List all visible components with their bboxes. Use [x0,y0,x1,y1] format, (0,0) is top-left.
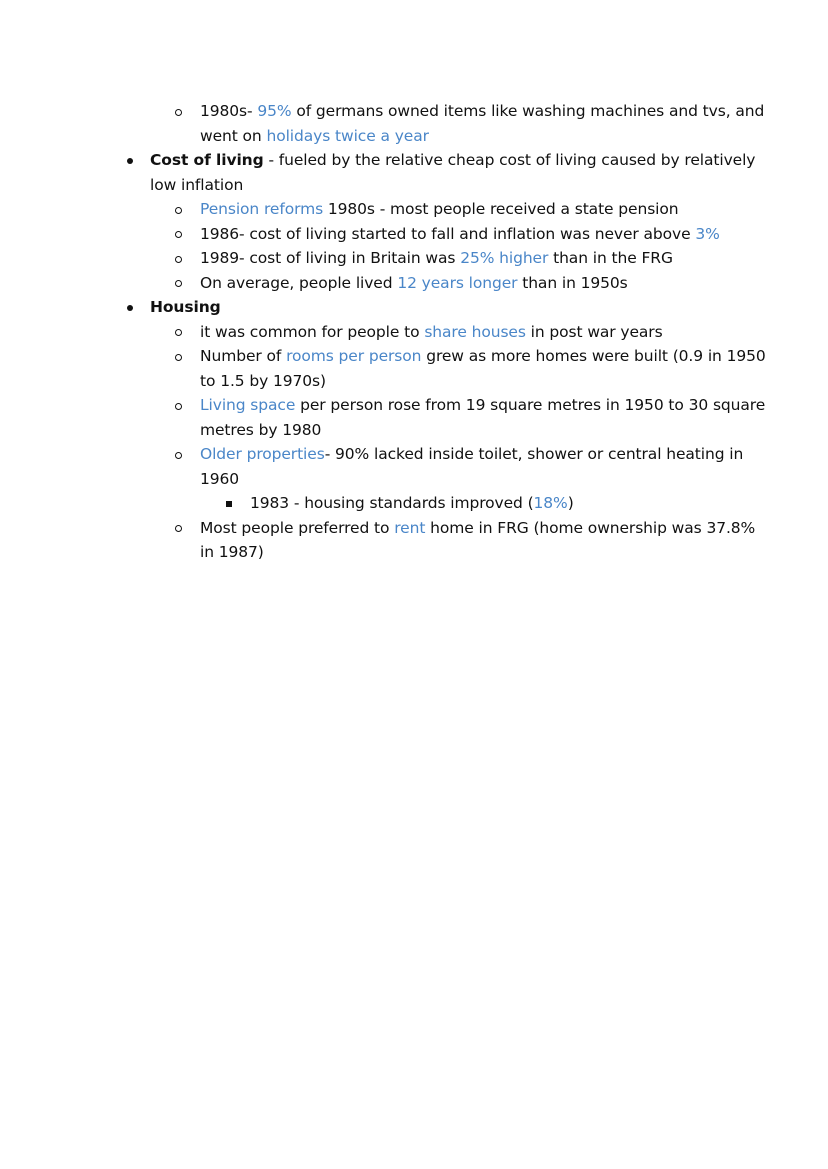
highlighted-text: Older properties [200,445,325,463]
heading-text: Cost of living [150,151,264,169]
highlighted-text: rooms per person [286,347,422,365]
note-text: metres by 1980 [200,420,322,439]
note-text: 1980s- [200,102,258,120]
bullet-circle-icon [175,452,182,459]
note-line [200,540,264,565]
note-line [150,173,243,198]
note-line [200,246,673,271]
bullet-circle-icon [175,329,182,336]
note-line [200,442,743,467]
highlighted-text: holidays twice a year [266,126,429,145]
note-line [200,320,663,345]
highlighted-text: rent [394,518,426,537]
note-line [200,197,679,222]
note-text: went on [200,126,267,145]
note-text: low inflation [150,175,244,194]
note-text: in post war years [525,322,663,341]
note-line [200,344,766,369]
note-text: than in 1950s [517,273,628,292]
bullet-circle-icon [175,231,182,238]
note-line [200,369,326,394]
note-text: to 1.5 by 1970s) [200,371,326,390]
note-text: ) [567,494,574,512]
bullet-circle-icon [175,256,182,263]
note-text: - fueled by the relative cheap cost of living caused by relatively [263,151,756,169]
note-text: in 1987) [200,543,264,561]
bullet-circle-icon [175,207,182,214]
note-text: 1983 - housing standards improved ( [250,494,534,512]
note-line [200,124,429,149]
highlighted-text: 12 years longer [397,273,518,292]
heading-text: Housing [150,298,221,316]
note-text: Most people preferred to [200,518,395,537]
highlighted-text: 95% [257,102,292,120]
note-text: of germans owned items like washing machines and tvs, and [291,102,765,120]
note-text: - 90% lacked inside toilet, shower or central heating in [324,445,744,463]
note-text: Number of [200,347,287,365]
note-text: 1980s - most people received a state pension [323,200,679,218]
bullet-circle-icon [175,354,182,361]
note-line [250,491,574,516]
note-text: 1986- cost of living started to fall and inflation was never above [200,224,696,243]
note-text: 1989- cost of living in Britain was [200,249,461,267]
note-line [200,516,755,541]
highlighted-text: 18% [533,494,568,512]
note-text: grew as more homes were built (0.9 in 1950 [421,347,766,365]
note-text: 1960 [200,469,240,488]
highlighted-text: 3% [695,224,720,243]
note-line [200,271,628,296]
note-text: per person rose from 19 square metres in 1950 to 30 square [295,396,766,414]
bullet-dot-icon [127,158,133,164]
highlighted-text: Pension reforms [200,200,324,218]
highlighted-text: 25% higher [460,249,549,267]
bullet-circle-icon [175,525,182,532]
bullet-circle-icon [175,403,182,410]
bullet-dot-icon [127,305,133,311]
bullet-square-icon [226,501,232,507]
note-text: it was common for people to [200,322,425,341]
bullet-circle-icon [175,280,182,287]
note-line [200,99,764,124]
note-line [200,467,239,492]
bullet-circle-icon [175,109,182,116]
highlighted-text: Living space [200,396,296,414]
highlighted-text: share houses [424,322,526,341]
note-text: than in the FRG [548,249,673,267]
note-line [200,222,720,247]
note-line [200,393,765,418]
note-line [150,295,221,320]
note-text: home in FRG (home ownership was 37.8% [425,518,756,537]
note-line [200,418,321,443]
note-text: On average, people lived [200,273,398,292]
note-line [150,148,755,173]
